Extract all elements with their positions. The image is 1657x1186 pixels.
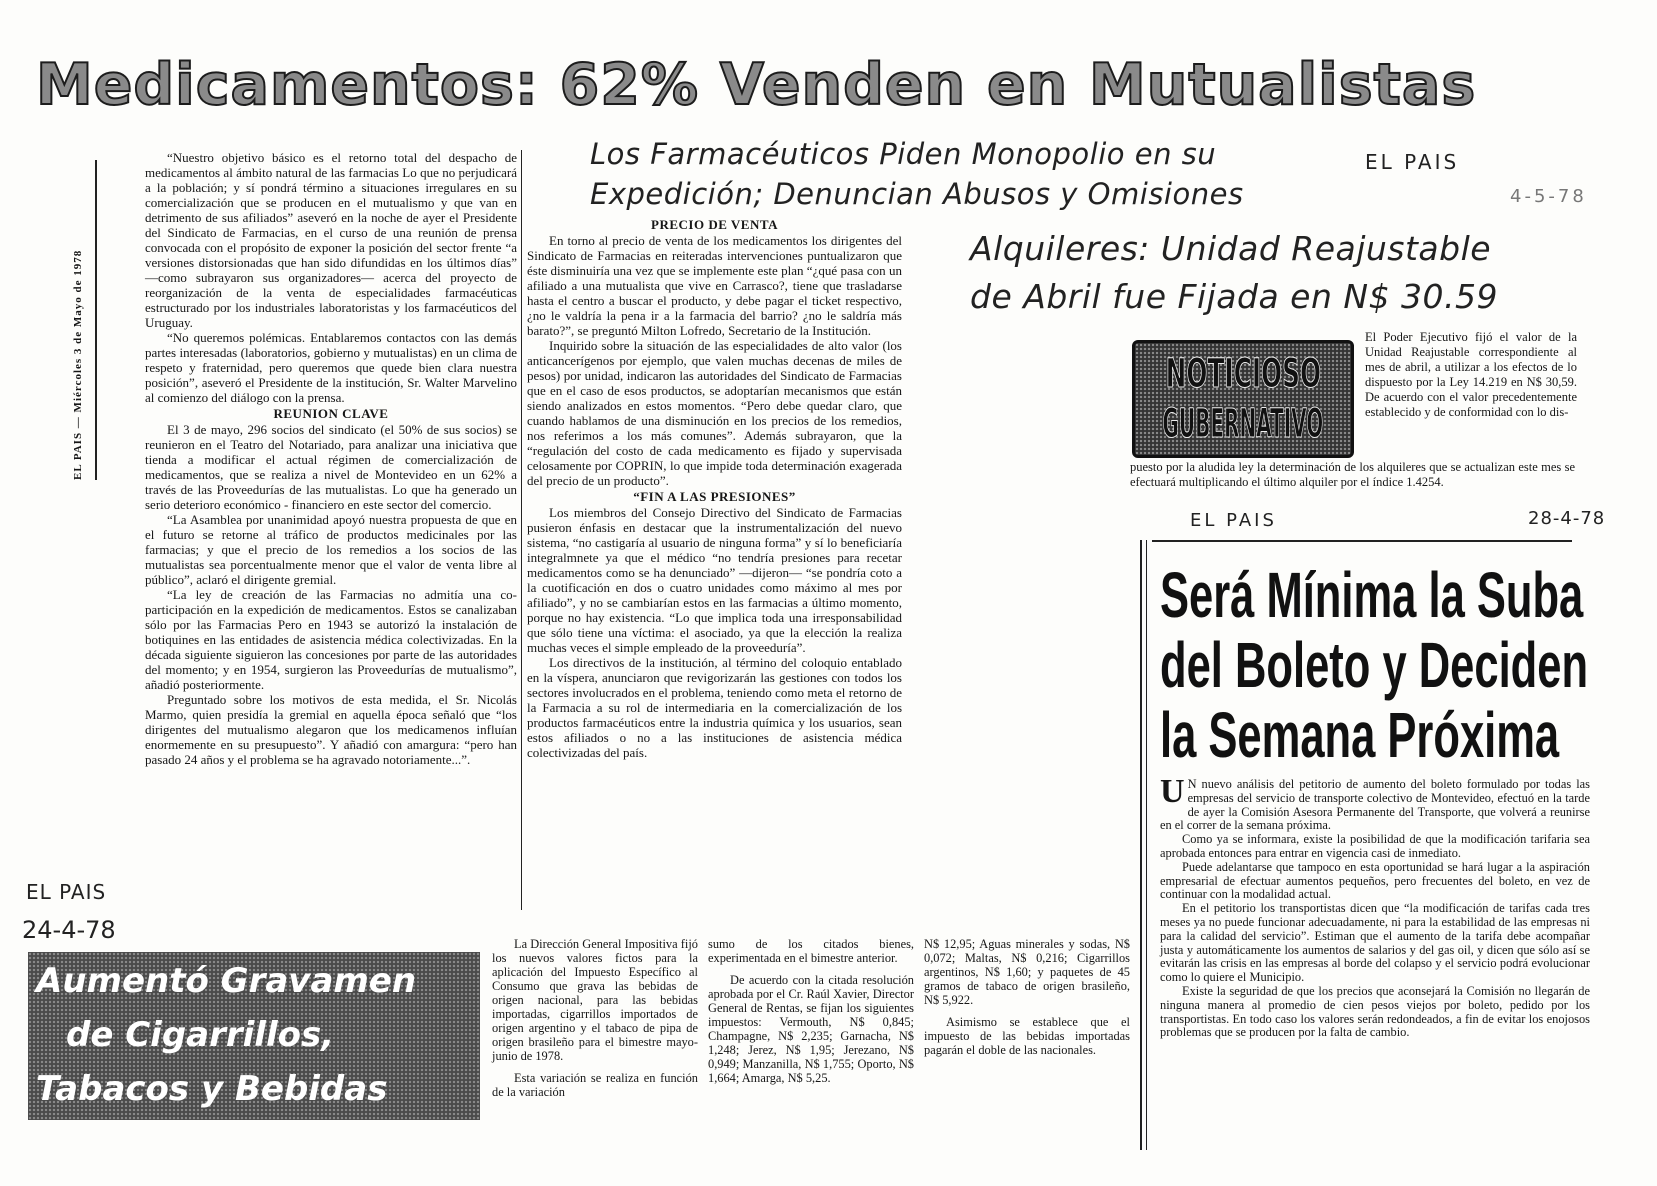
paragraph: sumo de los citados bienes, experimentada en el bimestre anterior. <box>708 937 914 965</box>
dateline-rule <box>95 160 97 480</box>
main-headline: Medicamentos: 62% Venden en Mutualistas <box>36 52 1477 118</box>
paragraph: De acuerdo con la citada resolución aprobada por el Cr. Raúl Xavier, Director General de Rentas, se fijan los siguientes impuestos: Vermouth, N$ 0,845; Champagne, N$ 2,235; Garnacha, N$ 1,248; Jerez, N$ 1,95; Jerezano, N$ 0,949; Manzanilla, N$ 1,755; Oporto, N$ 1,664; Amarga, N$ 5,25. <box>708 973 914 1085</box>
cigarrillos-headline <box>28 952 480 1118</box>
handwritten-date: 28-4-78 <box>1528 508 1606 529</box>
cigarrillos-column-1 <box>492 937 698 1099</box>
cigarrillos-headline-box <box>28 952 480 1120</box>
handwritten-source: EL PAIS <box>26 880 107 904</box>
handwritten-date: 24-4-78 <box>22 916 116 944</box>
badge-line: NOTICIOSO <box>1165 351 1321 397</box>
paragraph: Puede adelantarse que tampoco en esta oportunidad se hará lugar a la aspiración empresarial de efectuar aumentos pequeños, pero frecuentes del boleto, en vez de continuar con la modalidad actual. <box>1160 859 1590 902</box>
cigarrillos-column-3 <box>924 937 1130 1057</box>
subheadline-line-1: Los Farmacéuticos Piden Monopolio en su <box>590 137 1217 171</box>
paragraph: Esta variación se realiza en función de la variación <box>492 1071 698 1099</box>
paragraph: La Dirección General Impositiva fijó los nuevos valores fictos para la aplicación del Impuesto Específico al Consumo que grava las bebidas de origen nacional, para las bebidas importadas, cigarrillos importados de origen argentino y el tabaco de pipa de origen brasileño para el bimestre mayo-junio de 1978. <box>492 937 698 1063</box>
alquileres-headline <box>970 225 1498 321</box>
main-article-column-1 <box>145 150 517 767</box>
column-rule <box>521 150 522 910</box>
boleto-headline <box>1160 560 1588 770</box>
paragraph: Como ya se informara, existe la posibilidad de que la modificación tarifaria sea aprobada entonces para entrar en vigencia casi de inmediato. <box>1160 832 1590 860</box>
side-dateline: EL PAIS — Miércoles 3 de Mayo de 1978 <box>72 249 84 480</box>
paragraph: “La ley de creación de las Farmacias no admitía una co-participación en la expedición de medicamentos. Estos se canalizaban sólo por las Farmacias Pero en 1943 se autorizó la instalación de botiquines en las entidades de asistencia médica colectivizadas. En la década siguiente siguieron las concesiones por parte de las autoridades del momento; y en 1954, surgieron las Proveedurías de mutualismo”, añadió posteriormente. <box>145 587 517 692</box>
main-subheadline <box>590 134 1244 214</box>
paragraph: Preguntado sobre los motivos de esta medida, el Sr. Nicolás Marmo, quien presidía la gremial en aquella época señaló que “los dirigentes del mutualismo alegaron que los medicamenos influían enormemente en su presupuesto”. Y añadió con amargura: “pero han pasado 24 años y el problema se ha agravado notoriamente...”. <box>145 692 517 767</box>
handwritten-date: 4-5-78 <box>1510 186 1587 207</box>
paragraph: “Nuestro objetivo básico es el retorno total del despacho de medicamentos al ámbito natural de las farmacias Lo que no perjudicará a la población; y sí pondrá término a situaciones irregulares en su comercialización que se producen en el mutualismo y que van en detrimento de sus afiliados” aseveró en la noche de ayer el Presidente del Sindicato de Farmacias, en el curso de una reunión de prensa convocada con el propósito de exponer la posición del sector frente “a versiones distorsionadas que han sido difundidas en los últimos días” —como subrayaron sus organizadores— acerca del proyecto de reorganización de la venta de especialidades farmacéuticas estructurado por los industriales laboratoristas y los farmacéuticos del Uruguay. <box>145 150 517 330</box>
boleto-body <box>1160 773 1590 1040</box>
headline-line: de Cigarrillos, <box>66 1015 335 1055</box>
paragraph <box>1160 773 1590 833</box>
cigarrillos-column-2 <box>708 937 914 1085</box>
alquileres-body-full: puesto por la aludida ley la determinación de los alquileres que se actualizan este mes se efectuará multiplicando el último alquiler por el índice 1.4254. <box>1130 460 1575 489</box>
paragraph: “No queremos polémicas. Entablaremos contactos con las demás partes interesadas (laboratorios, gobierno y mutualistas) en un clima de respeto y fraternidad, pero queremos que quede bien clara nuestra posición”, aseveró el Presidente de la institución, Sr. Walter Marvelino al comienzo del diálogo con la prensa. <box>145 330 517 405</box>
paragraph-text: N nuevo análisis del petitorio de aumento del boleto formulado por todas las empresas del servicio de transporte colectivo de Montevideo, efectuó en la tarde de ayer la Comisión Asesora Permanente del Transporte, que volverá a reunirse en el correr de la semana próxima. <box>1160 777 1590 833</box>
paragraph: En el petitorio los transportistas dicen que “la modificación de tarifas cada tres meses ya no puede funcionar adecuadamente, ni para la estabilidad de las empresas ni para la calidad del servicio”. Estiman que el aumento de la tarifa debe acompañar justa y automáticamente los aumentos de salarios y del gas oil, y dicen que sólo así se evitarán las crisis en las empresas al borde del colapso y el servicio podrá evolucionar como lo quiere el Municipio. <box>1160 901 1590 985</box>
paragraph: N$ 12,95; Aguas minerales y sodas, N$ 0,072; Maltas, N$ 0,216; Cigarrillos argentinos, N$ 1,60; y paquetes de 45 gramos de tabaco de origen brasileño, N$ 5,922. <box>924 937 1130 1007</box>
headline-line: Será Mínima la Suba <box>1160 559 1584 631</box>
paragraph: Los directivos de la institución, al término del coloquio entablado en la víspera, anunciaron que revigorizarán las gestiones con todos los sectores involucrados en el problema, teniendo como meta el retorno de la Farmacia a su rol de intermediaria en la comercialización de los productos farmacéuticos entre la industria química y los usuarios, sean estos afiliados o no a las instituciones de asistencia médica colectivizadas del país. <box>527 655 902 760</box>
paragraph: “La Asamblea por unanimidad apoyó nuestra propuesta de que en el futuro se retorne al tráfico de productos medicinales por las farmacias; y que el precio de los remedios a los socios de las mutualistas sea porcentualmente menor que el valor de venta libre al público”, aclaró el dirigente gremial. <box>145 512 517 587</box>
handwritten-source: EL PAIS <box>1365 150 1460 174</box>
paragraph: En torno al precio de venta de los medicamentos los dirigentes del Sindicato de Farmacias en reiteradas intervenciones puntualizaron que éste disminuiría una vez que se implemente este plan “¿qué pasa con un afiliado a una mutualista que vive en Carrasco?, tiene que trasladarse hasta el centro a buscar el producto, y debe pagar el ticket respectivo, ¿no le valdría la pena ir a la farmacia del barrio? ¿no le saldría más barato?”, se preguntó Milton Lofredo, Secretario de la Institución. <box>527 233 902 338</box>
subheadline-line-2: Expedición; Denuncian Abusos y Omisiones <box>590 177 1244 211</box>
subhead-fin-a-las-presiones: “FIN A LAS PRESIONES” <box>633 489 796 504</box>
paragraph: Los miembros del Consejo Directivo del Sindicato de Farmacias pusieron énfasis en destacar que la instrumentalización del nuevo sistema, “no castigaría al usuario de ninguna forma” y sí lo beneficiaría integralmnete ya que el médico “no tendría presiones para recetar medicamentos como se ha denunciado” —dijeron— “se pondría coto a la cuotificación en dos o cuatro unidades como máximo al mes por afiliado”, y no se cambiarían estos en las farmacias a último momento, porque no hay existencia. “Lo que implica toda una irresponsabilidad que sólo tiene una víctima: el asociado, ya que la elección la realiza muchas veces el simple empleado de la proveeduría”. <box>527 505 902 655</box>
box-rule <box>1140 540 1142 1150</box>
headline-line: Alquileres: Unidad Reajustable <box>970 229 1492 268</box>
paragraph: Inquirido sobre la situación de las especialidades de alto valor (los anticancerígenos por ejemplo, que valen muchas decenas de miles de pesos) por unidad, indicaron las autoridades del Sindicato de Farmacias que en el caso de esos productos, se adoptarían mecanismos que están siendo analizados en estos momentos. “Pero debe quedar claro, que cuando hablamos de una disminución en los precios de los remedios, nos referimos a los más comunes”. Además subrayaron, que la “regulación del costo de cada medicamento es fijado y supervisada celosamente por COPRIN, lo que impide toda determinación exagerada del precio de un producto”. <box>527 338 902 488</box>
paragraph: Asimismo se establece que el impuesto de las bebidas importadas pagarán el doble de las nacionales. <box>924 1015 1130 1057</box>
subhead-reunion-clave: REUNION CLAVE <box>273 406 389 421</box>
headline-line: la Semana Próxima <box>1160 699 1560 771</box>
main-article-column-2 <box>527 216 902 760</box>
box-rule <box>1152 540 1572 542</box>
alquileres-body-side: El Poder Ejecutivo fijó el valor de la Unidad Reajustable correspondiente al mes de abril, a utilizar a los efectos de lo dispuesto por la Ley 14.219 en N$ 30,59. De acuerdo con el valor precedentemente establecido y de conformidad con lo dis- <box>1365 330 1577 419</box>
headline-line: Tabacos y Bebidas <box>36 1069 388 1109</box>
headline-line: Aumentó Gravamen <box>36 961 417 1001</box>
noticioso-gubernativo-badge <box>1132 340 1354 458</box>
drop-cap: U <box>1160 773 1185 810</box>
box-rule <box>1146 540 1147 1150</box>
handwritten-source: EL PAIS <box>1190 510 1277 531</box>
headline-line: de Abril fue Fijada en N$ 30.59 <box>970 277 1499 316</box>
paragraph: El 3 de mayo, 296 socios del sindicato (el 50% de sus socios) se reunieron en el Teatro del Notariado, para analizar una iniciativa que tienda a modificar el actual régimen de comercialización de medicamentos, que se realiza a nivel de Montevideo en un 62% a través de las Proveedurías de las mutualistas. Lo que ha generado un serio deterioro económico - financiero en este sector del comercio. <box>145 422 517 512</box>
headline-line: del Boleto y Deciden <box>1160 629 1589 701</box>
badge-line: GUBERNATIVO <box>1162 401 1324 447</box>
subhead-precio-de-venta: PRECIO DE VENTA <box>651 217 778 232</box>
paragraph: Existe la seguridad de que los precios que aconsejará la Comisión no llegarán de ninguna manera al promedio de cien pesos viejos por boleto, pedido por los transportistas. En todo caso los valores serán redondeados, a fin de evitar los enojosos problemas que se producen por la falta de cambio. <box>1160 983 1590 1040</box>
